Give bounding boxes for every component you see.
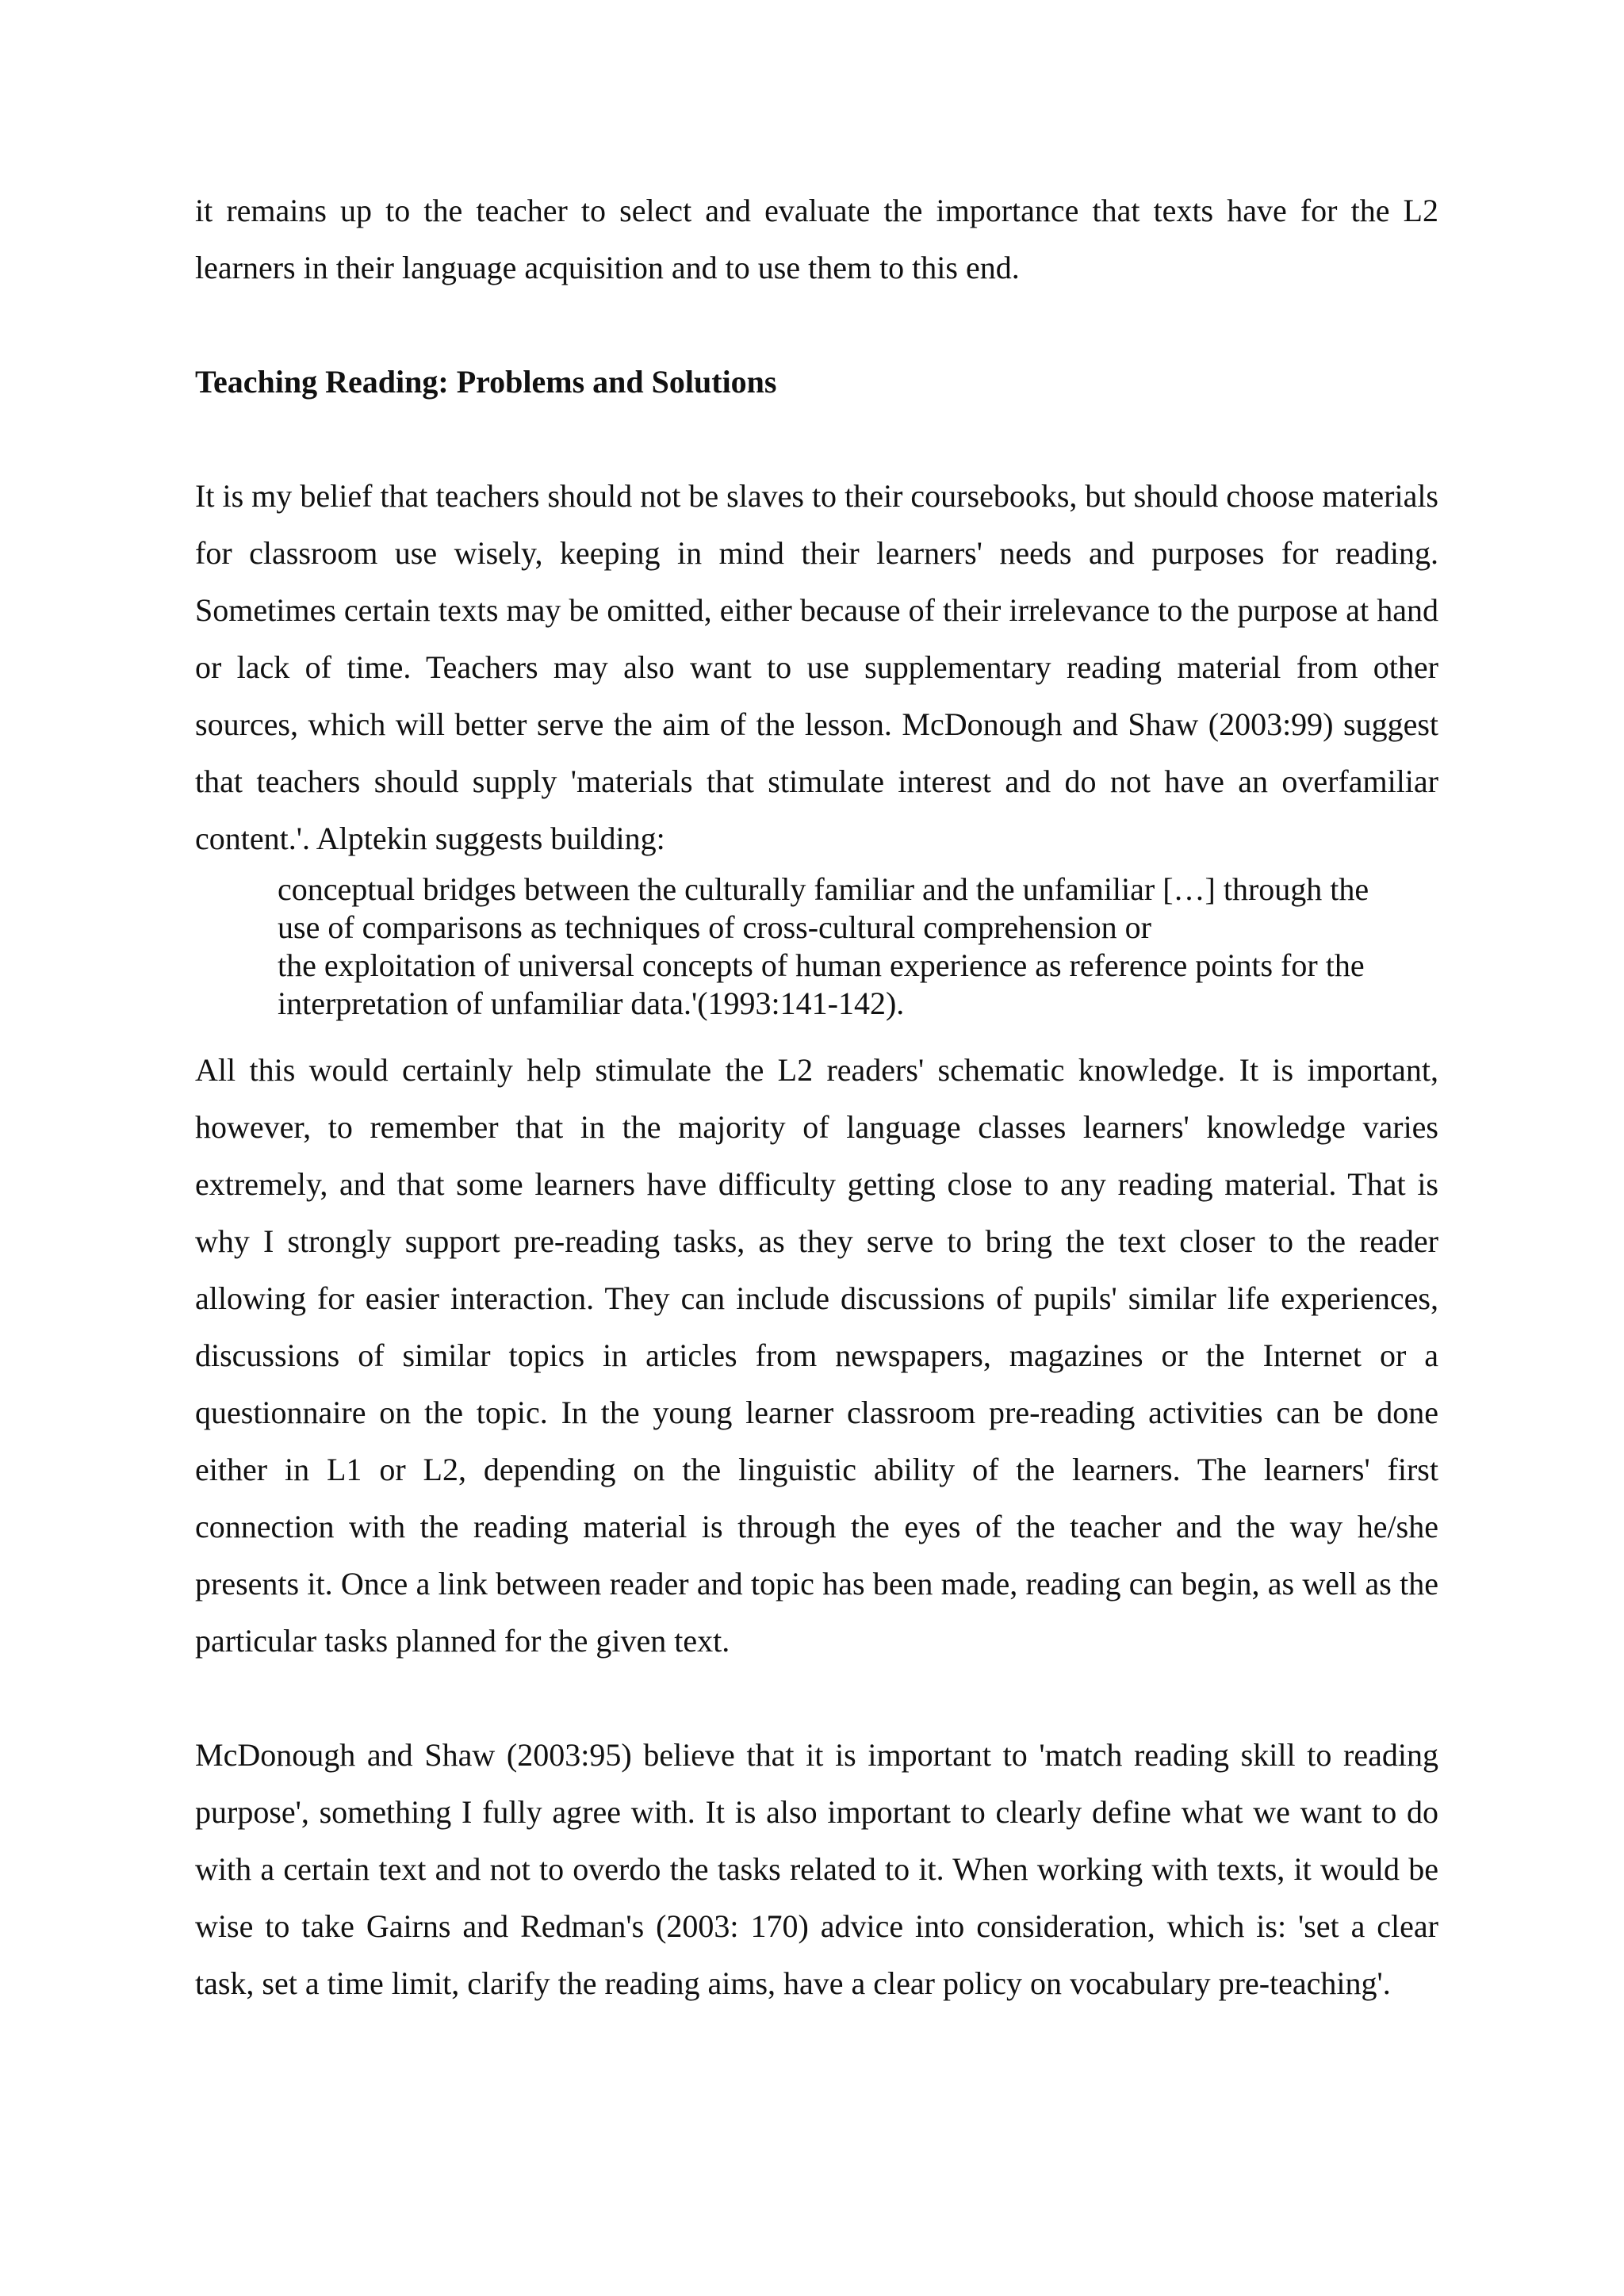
block-quote-line: interpretation of unfamiliar data.'(1993:141-142). — [278, 985, 905, 1021]
block-quote-line: the exploitation of universal concepts of human experience as reference points for the — [278, 947, 1365, 983]
intro-paragraph: it remains up to the teacher to select and evaluate the importance that texts have for the L2 learners in their language acquisition and to use them to this end. — [195, 193, 1438, 285]
block-quote — [278, 871, 1415, 1023]
paragraph-spacer — [195, 1670, 1438, 1727]
paragraph-pre-reading: All this would certainly help stimulate the L2 readers' schematic knowledge. It is important, however, to remember that in the majority of language classes learners' knowledge varies extremely, and that some learners have difficulty getting close to any reading material. That is why I strongly support pre-reading tasks, as they serve to bring the text closer to the reader allowing for easier interaction. They can include discussions of pupils' similar life experiences, discussions of similar topics in articles from newspapers, magazines or the Internet or a questionnaire on the topic. In the young learner classroom pre-reading activities can be done either in L1 or L2, depending on the linguistic ability of the learners. The learners' first connection with the reading material is through the eyes of the teacher and the way he/she presents it. Once a link between reader and topic has been made, reading can begin, as well as the particular tasks planned for the given text. — [195, 1052, 1438, 1659]
paragraph-coursebooks: It is my belief that teachers should not be slaves to their coursebooks, but should choose materials for classroom use wisely, keeping in mind their learners' needs and purposes for reading. Sometimes certain texts may be omitted, either because of their irrelevance to the purpose at hand or lack of time. Teachers may also want to use supplementary reading material from other sources, which will better serve the aim of the lesson. McDonough and Shaw (2003:99) suggest that teachers should supply 'materials that stimulate interest and do not have an overfamiliar content.'. Alptekin suggests building: — [195, 478, 1438, 856]
section-heading: Teaching Reading: Problems and Solutions — [195, 364, 777, 400]
block-quote-line: use of comparisons as techniques of cross-cultural comprehension or — [278, 909, 1151, 945]
document-page — [195, 182, 1438, 2012]
block-quote-line: conceptual bridges between the culturally familiar and the unfamiliar […] through the — [278, 871, 1369, 907]
paragraph-reading-purpose: McDonough and Shaw (2003:95) believe that it is important to 'match reading skill to reading purpose', something I fully agree with. It is also important to clearly define what we want to do with a certain text and not to overdo the tasks related to it. When working with texts, it would be wise to take Gairns and Redman's (2003: 170) advice into consideration, which is: 'set a clear task, set a time limit, clarify the reading aims, have a clear policy on vocabulary pre-teaching'. — [195, 1737, 1438, 2001]
